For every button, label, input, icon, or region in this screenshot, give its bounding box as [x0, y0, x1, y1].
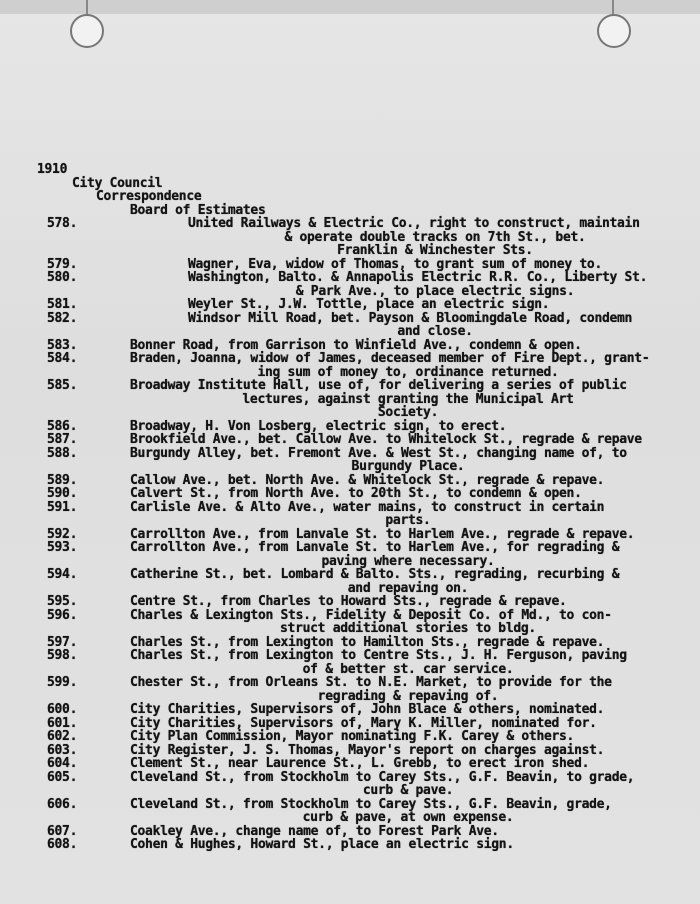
entry-continuation-line: curb & pave, at own expense. [302, 810, 514, 825]
entry-continuation-line: Burgundy Place. [351, 459, 465, 474]
entry-text [188, 217, 682, 258]
entry-line: Burgundy Alley, bet. Fremont Ave. & West St., changing name of, to [130, 445, 627, 461]
entry-text [130, 501, 686, 528]
entry-number: 594. [47, 567, 78, 582]
entry-text [130, 771, 686, 798]
entry-number: 603. [47, 742, 78, 758]
entry-continuation-line: paving where necessary. [321, 553, 495, 569]
entry-continuation-line: of & better st. car service. [302, 661, 514, 677]
entry-continuation-line: struct additional stories to bldg. [280, 621, 536, 636]
entry-line: Clement St., near Laurence St., L. Grebb, to erect iron shed. [130, 756, 590, 771]
entry-continuation-line: & operate double tracks on 7th St., bet. [284, 229, 586, 245]
entry-number: 597. [47, 634, 78, 650]
entry-text [130, 703, 686, 717]
entry-line: Callow Ave., bet. North Ave. & Whitelock St., regrade & repave. [130, 472, 605, 488]
entry-number: 582. [47, 310, 78, 326]
index-entry [0, 487, 700, 501]
index-entry [0, 258, 700, 272]
entry-line: Cleveland St., from Stockholm to Carey Sts., G.F. Beavin, grade, [130, 796, 612, 812]
entry-number: 585. [47, 378, 78, 393]
entry-line: Broadway Institute Hall, use of, for delivering a series of public [130, 378, 627, 393]
index-entry [0, 541, 700, 568]
entry-number: 596. [47, 607, 78, 623]
entry-line: Charles & Lexington Sts., Fidelity & Deposit Co. of Md., to con- [130, 607, 612, 623]
index-entry [0, 528, 700, 542]
entry-number: 593. [47, 540, 78, 555]
entry-number: 580. [47, 270, 78, 285]
entry-line: Calvert St., from North Ave. to 20th St., to condemn & open. [130, 486, 582, 501]
entry-line: United Railways & Electric Co., right to construct, maintain [188, 216, 640, 231]
index-entry [0, 339, 700, 353]
entry-number: 583. [47, 337, 78, 353]
entry-text [130, 447, 686, 474]
index-entry [0, 298, 700, 312]
entry-number: 589. [47, 472, 78, 488]
top-shadow [0, 0, 700, 14]
index-entry [0, 474, 700, 488]
index-entry [0, 271, 700, 298]
entry-line: Charles St., from Lexington to Centre Sts., J. H. Ferguson, paving [130, 648, 627, 663]
index-entry [0, 433, 700, 447]
entry-line: Cohen & Hughes, Howard St., place an electric sign. [130, 837, 514, 852]
entry-line: Catherine St., bet. Lombard & Balto. Sts., regrading, recurbing & [130, 567, 620, 582]
entry-text [130, 433, 686, 447]
entry-continuation-line: Society. [377, 405, 439, 420]
index-entry [0, 744, 700, 758]
index-entry [0, 447, 700, 474]
entry-number: 578. [47, 216, 78, 231]
entry-number: 588. [47, 445, 78, 461]
entry-text [130, 420, 686, 434]
section-heading: City Council [72, 175, 163, 191]
entry-text [130, 717, 686, 731]
entry-text [130, 528, 686, 542]
entry-text [130, 352, 686, 379]
entry-text [188, 258, 682, 272]
entry-text [130, 609, 686, 636]
entry-continuation-line: lectures, against granting the Municipal Art [242, 391, 574, 407]
index-entry [0, 352, 700, 379]
entry-text [130, 379, 686, 420]
entry-text [130, 676, 686, 703]
entry-number: 608. [47, 837, 78, 852]
entry-number: 595. [47, 594, 78, 609]
entry-text [130, 838, 686, 852]
entry-line: City Charities, Supervisors of, Mary K. Miller, nominated for. [130, 715, 597, 731]
index-entry [0, 825, 700, 839]
index-entry [0, 420, 700, 434]
entry-continuation-line: curb & pave. [362, 783, 454, 798]
index-entry [0, 636, 700, 650]
entry-text [188, 298, 682, 312]
entry-line: Wagner, Eva, widow of Thomas, to grant sum of money to. [188, 256, 602, 272]
entry-text [130, 568, 686, 595]
entry-text [130, 730, 686, 744]
entry-line: City Plan Commission, Mayor nominating F.K. Carey & others. [130, 729, 575, 744]
year-heading: 1910 [37, 162, 68, 177]
entry-continuation-line: & Park Ave., to place electric signs. [295, 283, 575, 299]
index-entry [0, 609, 700, 636]
entry-line: Broadway, H. Von Losberg, electric sign, to erect. [130, 418, 507, 434]
index-entry [0, 312, 700, 339]
subsection-heading: Correspondence [96, 189, 202, 204]
entry-line: Braden, Joanna, widow of James, deceased member of Fire Dept., grant- [130, 351, 650, 366]
index-entry [0, 568, 700, 595]
index-entry [0, 217, 700, 258]
entry-continuation-line: ing sum of money to, ordinance returned. [257, 364, 559, 380]
entry-line: Centre St., from Charles to Howard Sts., regrade & repave. [130, 594, 567, 609]
entry-line: Cleveland St., from Stockholm to Carey Sts., G.F. Beavin, to grade, [130, 769, 635, 785]
entry-number: 587. [47, 432, 78, 447]
entry-continuation-line: parts. [385, 513, 431, 528]
index-entry [0, 730, 700, 744]
index-entry [0, 838, 700, 852]
entry-number: 600. [47, 702, 78, 717]
index-entry [0, 595, 700, 609]
entry-text [130, 595, 686, 609]
index-entry [0, 771, 700, 798]
entry-line: Carrollton Ave., from Lanvale St. to Harlem Ave., for regrading & [130, 540, 620, 555]
entry-line: City Register, J. S. Thomas, Mayor's report on charges against. [130, 742, 605, 758]
index-entry [0, 757, 700, 771]
entry-line: Coakley Ave., change name of, to Forest Park Ave. [130, 823, 499, 839]
index-content [0, 163, 700, 852]
entry-text [130, 798, 686, 825]
entry-number: 584. [47, 351, 78, 366]
entry-line: Chester St., from Orleans St. to N.E. Market, to provide for the [130, 675, 612, 690]
punch-hole-left [70, 14, 104, 48]
entry-text [130, 744, 686, 758]
entry-line: Windsor Mill Road, bet. Payson & Bloomingdale Road, condemn [188, 310, 633, 326]
entry-text [188, 271, 682, 298]
entry-number: 590. [47, 486, 78, 501]
entry-line: Brookfield Ave., bet. Callow Ave. to Whitelock St., regrade & repave [130, 432, 642, 447]
entry-list [0, 217, 700, 852]
index-entry [0, 717, 700, 731]
entry-continuation-line: and close. [397, 324, 473, 339]
entry-text [130, 541, 686, 568]
entry-text [130, 825, 686, 839]
entry-number: 604. [47, 756, 78, 771]
entry-line: Bonner Road, from Garrison to Winfield Ave., condemn & open. [130, 337, 582, 353]
entry-continuation-line: Franklin & Winchester Sts. [337, 243, 533, 258]
entry-text [130, 474, 686, 488]
entry-line: Washington, Balto. & Annapolis Electric R.R. Co., Liberty St. [188, 270, 648, 285]
entry-line: City Charities, Supervisors of, John Blace & others, nominated. [130, 702, 605, 717]
index-entry [0, 703, 700, 717]
index-entry [0, 649, 700, 676]
entry-text [130, 487, 686, 501]
entry-number: 601. [47, 715, 78, 731]
entry-number: 592. [47, 526, 78, 542]
index-entry [0, 798, 700, 825]
entry-text [130, 649, 686, 676]
entry-number: 598. [47, 648, 78, 663]
entry-text [130, 757, 686, 771]
entry-line: Carrollton Ave., from Lanvale St. to Harlem Ave., regrade & repave. [130, 526, 635, 542]
entry-line: Weyler St., J.W. Tottle, place an electric sign. [188, 297, 550, 312]
entry-number: 599. [47, 675, 78, 690]
entry-number: 605. [47, 769, 78, 785]
index-entry [0, 676, 700, 703]
entry-number: 607. [47, 823, 78, 839]
index-entry [0, 501, 700, 528]
entry-number: 579. [47, 256, 78, 272]
entry-number: 606. [47, 796, 78, 812]
entry-number: 581. [47, 297, 78, 312]
index-entry [0, 379, 700, 420]
category-heading: Board of Estimates [130, 202, 266, 218]
punch-hole-right [597, 14, 631, 48]
entry-line: Charles St., from Lexington to Hamilton Sts., regrade & repave. [130, 634, 605, 650]
entry-continuation-line: and repaving on. [347, 580, 469, 596]
entry-text [130, 636, 686, 650]
entry-line: Carlisle Ave. & Alto Ave., water mains, to construct in certain [130, 499, 605, 515]
entry-continuation-line: regrading & repaving of. [317, 688, 499, 704]
entry-text [188, 312, 682, 339]
entry-number: 602. [47, 729, 78, 744]
entry-number: 586. [47, 418, 78, 434]
entry-number: 591. [47, 499, 78, 515]
entry-text [130, 339, 686, 353]
